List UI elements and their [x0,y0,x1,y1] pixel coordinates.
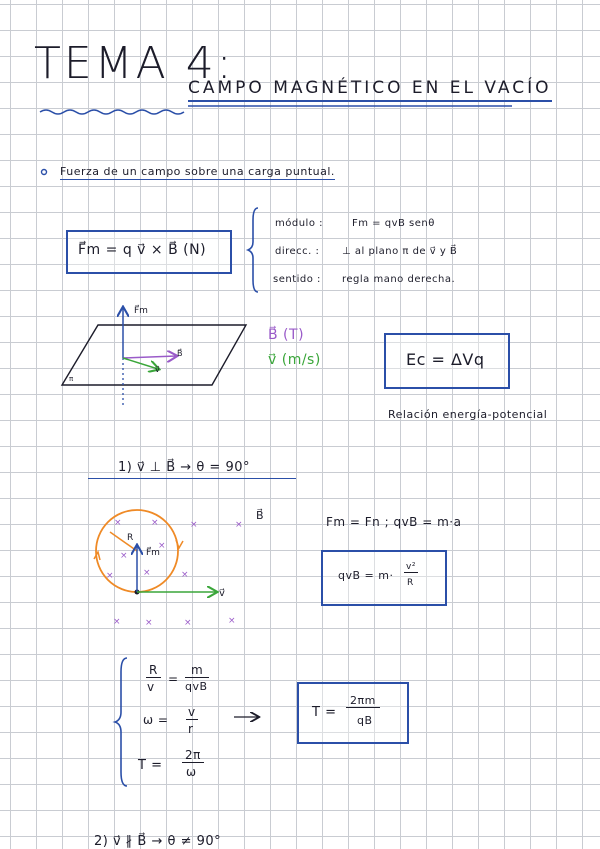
bullet-icon [42,170,47,175]
case1-fm-label: F⃗m [146,548,160,558]
radius-label: R [127,533,134,543]
legend-velocity: v⃗ (m/s) [268,352,321,368]
period-den: qB [357,714,373,727]
case1-heading: 1) v⃗ ⊥ B⃗ → θ = 90° [88,460,296,479]
cross-mark: × [106,571,114,581]
cross-mark: × [113,617,121,627]
sys1-den: v [147,680,155,694]
case1-v-label: v⃗ [219,588,225,599]
title-wavy-underline [40,110,184,114]
case1-b-label: B⃗ [256,509,264,522]
v-arrow [123,358,158,369]
cross-mark: × [181,570,189,580]
diagram-plane-label: π [69,375,74,383]
page-subtitle: CAMPO MAGNÉTICO EN EL VACÍO [188,78,552,102]
diagram-b-label: B⃗ [177,349,183,358]
force-formula: F⃗m = q v⃗ × B⃗ (N) [78,242,207,258]
property-label-sentido: sentido : [273,274,321,285]
cross-mark: × [228,616,236,626]
sys2-den: r [188,722,194,736]
energy-caption: Relación energía-potencial [388,408,548,421]
section-heading: Fuerza de un campo sobre una carga puntual. [60,165,335,178]
case2-heading: 2) v⃗ ∦ B⃗ → θ ≠ 90° [94,834,222,849]
cross-mark: × [145,618,153,628]
sys1-eq: = [168,672,179,686]
property-value-modulo: Fm = qvB senθ [352,218,435,229]
sys3-num: 2π [182,748,204,763]
property-label-direccion: direcc. : [275,246,320,257]
page-title: TEMA 4: [34,38,235,89]
property-value-sentido: regla mano derecha. [342,274,456,285]
legend-b-field: B⃗ (T) [268,327,305,343]
plane-parallelogram [62,325,246,385]
property-label-modulo: módulo : [275,218,323,229]
cross-mark: × [184,618,192,628]
energy-formula: Ec = ΔVq [406,350,485,369]
sys2-lhs: ω = [143,713,169,727]
period-num: 2πm [346,694,380,708]
cross-mark: × [190,520,198,530]
cross-mark: × [143,568,151,578]
cross-mark: × [235,520,243,530]
sys1-num: R [146,663,161,678]
cross-mark: × [120,551,128,561]
property-value-direccion: ⊥ al plano π de v⃗ y B⃗ [342,246,458,257]
centripetal-den: R [407,578,414,588]
sys3-den: ω [186,765,197,779]
sys1-rnum: m [185,663,209,678]
b-arrow [123,356,176,358]
centripetal-num: v² [406,562,416,572]
centripetal-lhs: qvB = m· [338,569,394,582]
brace-properties [248,208,258,292]
diagram-fm-label: F⃗m [134,306,148,316]
period-lhs: T = [312,705,337,720]
case1-equation: Fm = Fn ; qvB = m·a [326,515,462,529]
sys1-rden: qvB [185,680,208,693]
cross-mark: × [114,518,122,528]
sys2-num: v [188,705,196,719]
brace-system [115,658,127,786]
cross-mark: × [158,541,166,551]
cross-mark: × [151,518,159,528]
diagram-v-label: v⃗ [155,365,160,374]
sys3-lhs: T = [138,758,163,773]
